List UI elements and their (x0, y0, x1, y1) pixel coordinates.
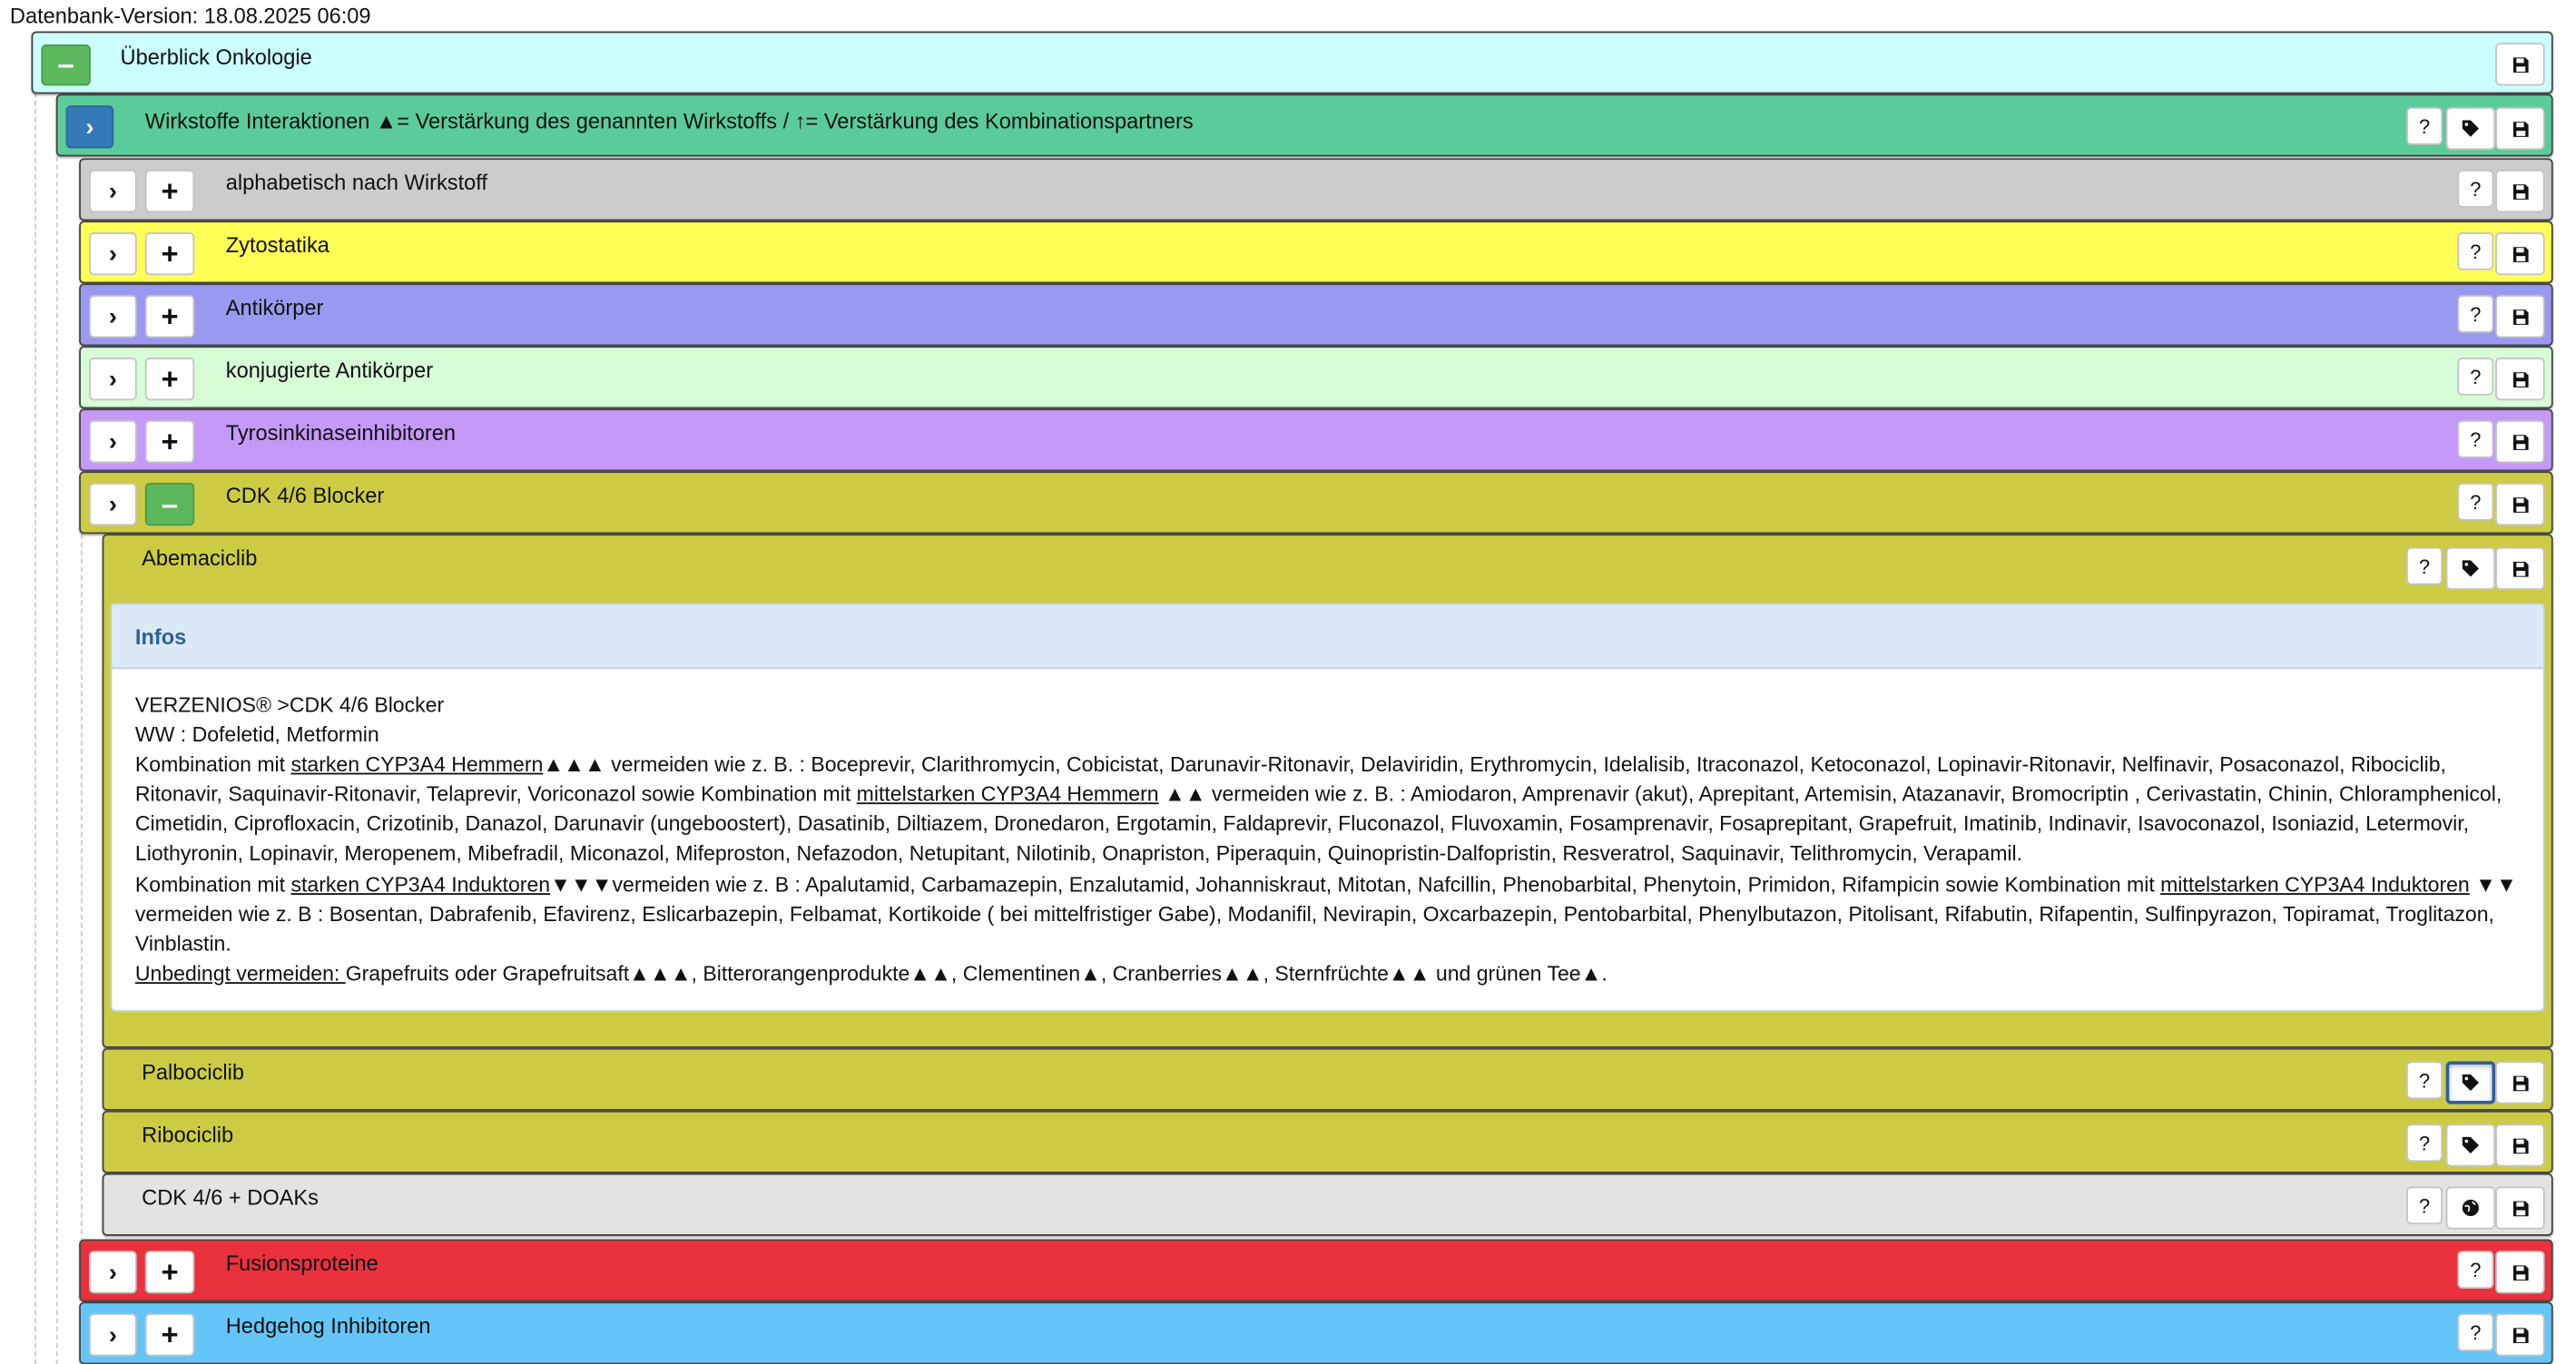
node-root (32, 32, 2553, 94)
node-interactions (56, 94, 2553, 157)
save-button[interactable] (2495, 483, 2544, 525)
floppy-disk-icon (2511, 1263, 2529, 1281)
infos-heading: Infos (134, 624, 187, 650)
floppy-disk-icon (2511, 1136, 2529, 1154)
add-button[interactable] (145, 1251, 194, 1293)
save-button[interactable] (2495, 420, 2544, 463)
expand-button[interactable] (89, 295, 137, 338)
floppy-disk-icon (2511, 1199, 2529, 1217)
infos-paragraph (135, 959, 2523, 989)
floppy-disk-icon (2511, 1326, 2529, 1344)
floppy-disk-icon (2511, 1074, 2529, 1092)
help-button[interactable] (2457, 420, 2493, 458)
text: ▲▲▲ vermeiden wie z. B. : Boceprevir, Clarithromycin, Cobicistat, Darunavir-Ritonavir, Delaviridin, Erythromycin, Idelalisib, Itraconazol, Ketoconazol, Lopinavir-Ritonavir, Nelfinavir, Posaconazol, Ribociclib, Ritonavir, Saquinavir-Ritonavir, Telaprevir, Voriconazol sowie Kombination mit (134, 753, 2446, 807)
help-icon: ? (2418, 1193, 2431, 1217)
chevron-right-icon: › (85, 113, 94, 142)
help-icon: ? (2470, 490, 2482, 514)
category-row (79, 283, 2553, 346)
globe-icon (2461, 1198, 2481, 1218)
text: ▲▲ vermeiden wie z. B. : Amiodaron, Amprenavir (akut), Aprepitant, Artemisin, Atazanavir, Bromocriptin , Cerivastatin, Chinin, Chloramphenicol, Cimetidin, Ciprofloxacin, Crizotinib, Danazol, Darunavir (ungeboostert), Dasatinib, Diltiazem, Dronedaron, Ergotamin, Faldaprevir, Fluconazol, Fluvoxamin, Fosamprenavir, Fosaprepitant, Grapefruit, Imatinib, Indinavir, Isavoconazol, Isoniazid, Letermovir, Liothyronin, Lopinavir, Meropenem, Mibefradil, Miconazol, Mifeproston, Nefazodon, Netupitant, Nilotinib, Onapriston, Piperaquin, Quinopristin-Dalfopristin, Resveratrol, Saquinavir, Telithromycin, Verapamil. (134, 783, 2502, 867)
help-button[interactable] (2406, 107, 2443, 145)
infos-body (135, 691, 2523, 989)
category-row (79, 346, 2553, 408)
help-icon: ? (2418, 1131, 2431, 1154)
help-icon: ? (2470, 302, 2482, 326)
plus-icon: + (161, 1318, 179, 1351)
category-label: Antikörper (225, 295, 324, 320)
tree-guide-line (34, 93, 36, 1364)
expand-button[interactable] (89, 232, 137, 275)
category-label: Fusionsproteine (225, 1251, 379, 1276)
help-icon: ? (2470, 365, 2482, 388)
expand-button[interactable] (66, 105, 114, 148)
substance-row (103, 1048, 2553, 1111)
save-button[interactable] (2495, 1251, 2544, 1293)
floppy-disk-icon (2511, 559, 2529, 577)
help-button[interactable] (2457, 1313, 2493, 1351)
expand-button[interactable] (89, 358, 137, 400)
category-label: alphabetisch nach Wirkstoff (225, 170, 487, 195)
tag-button[interactable] (2446, 107, 2495, 150)
tag-icon (2461, 119, 2481, 139)
tag-button[interactable] (2446, 1124, 2495, 1166)
floppy-disk-icon (2511, 55, 2529, 74)
plus-icon: + (161, 362, 179, 396)
plus-icon: + (161, 425, 179, 458)
floppy-disk-icon (2511, 370, 2529, 388)
help-button[interactable] (2457, 170, 2493, 208)
expand-button[interactable] (89, 1251, 137, 1293)
help-icon: ? (2418, 114, 2431, 138)
tag-button[interactable] (2446, 547, 2495, 590)
category-label: Tyrosinkinaseinhibitoren (225, 420, 457, 446)
plus-icon: + (161, 1255, 179, 1289)
chevron-right-icon: › (108, 365, 117, 394)
node-title: Wirkstoffe Interaktionen ▲= Verstärkung des genannten Wirkstoffs / ↑= Verstärkung des Kombinationspartners (144, 108, 1194, 134)
help-button[interactable] (2457, 232, 2493, 270)
minus-icon: – (161, 486, 179, 520)
category-row (79, 1239, 2553, 1301)
tag-icon (2461, 1135, 2481, 1155)
category-row (79, 1301, 2553, 1364)
infos-line: WW : Dofeletid, Metformin (134, 723, 379, 747)
floppy-disk-icon (2511, 245, 2529, 263)
plus-icon: + (161, 299, 179, 333)
add-button[interactable] (145, 1313, 194, 1356)
chevron-right-icon: › (108, 240, 117, 269)
save-button[interactable] (2495, 170, 2544, 212)
substance-label: CDK 4/6 + DOAKs (142, 1184, 319, 1210)
infos-paragraph (135, 869, 2523, 959)
help-icon: ? (2470, 177, 2482, 201)
add-button[interactable] (145, 358, 194, 400)
tag-icon (2461, 559, 2481, 579)
help-icon: ? (2470, 427, 2482, 451)
infos-paragraph (135, 751, 2523, 869)
chevron-right-icon: › (108, 490, 117, 519)
db-version: Datenbank-Version: 18.08.2025 06:09 (9, 3, 371, 28)
help-icon: ? (2418, 554, 2431, 578)
help-icon: ? (2470, 1258, 2482, 1281)
infos-panel (111, 603, 2545, 1012)
substance-label: Abemaciclib (142, 545, 258, 571)
category-label: konjugierte Antikörper (225, 358, 434, 383)
text: Grapefruits oder Grapefruitsaft▲▲▲, Bitterorangenprodukte▲▲, Clementinen▲, Cranberries▲▲, Sternfrüchte▲▲ und grünen Tee▲. (345, 962, 1608, 986)
tree-guide-line (81, 534, 83, 1242)
avoid-label: Unbedingt vermeiden: (134, 962, 346, 986)
chevron-right-icon: › (108, 1320, 117, 1349)
infos-header (112, 604, 2542, 669)
help-icon: ? (2470, 1320, 2482, 1344)
help-button[interactable] (2406, 547, 2443, 585)
floppy-disk-icon (2511, 182, 2529, 201)
chevron-right-icon: › (108, 177, 117, 206)
chevron-right-icon: › (108, 1258, 117, 1287)
inducer-link[interactable]: starken CYP3A4 Induktoren (290, 872, 551, 897)
floppy-disk-icon (2511, 308, 2529, 326)
save-button[interactable] (2495, 1313, 2544, 1356)
help-button[interactable] (2406, 1061, 2443, 1099)
inhibitor-link[interactable]: mittelstarken CYP3A4 Hemmern (856, 783, 1159, 807)
infos-line: VERZENIOS® >CDK 4/6 Blocker (134, 693, 445, 717)
save-button[interactable] (2495, 358, 2544, 400)
text: Kombination mit (134, 872, 291, 897)
floppy-disk-icon (2511, 120, 2529, 138)
save-button[interactable] (2495, 43, 2544, 85)
plus-icon: + (161, 237, 179, 270)
inhibitor-link[interactable]: starken CYP3A4 Hemmern (290, 753, 544, 777)
text: ▼▼▼vermeiden wie z. B : Apalutamid, Carbamazepin, Enzalutamid, Johanniskraut, Mitotan, Nafcillin, Phenobarbital, Phenytoin, Primidon, Rifampicin sowie Kombination mit (550, 872, 2161, 897)
text: ▼▼ vermeiden wie z. B : Bosentan, Dabrafenib, Efavirenz, Eslicarbazepin, Felbamat, Kortikoide ( bei mittelfristiger Gabe), Modanifil, Nevirapin, Oxcarbazepin, Pentobarbital, Phenylbutazon, Pitolisant, Rifabutin, Rifapentin, Sulfinpyrazon, Topiramat, Troglitazon, Vinblastin. (134, 872, 2517, 956)
tag-icon (2461, 1073, 2481, 1093)
plus-icon: + (161, 174, 179, 208)
help-button[interactable] (2406, 1124, 2443, 1162)
category-row (79, 471, 2553, 534)
help-button[interactable] (2457, 295, 2493, 333)
save-button[interactable] (2495, 295, 2544, 338)
tag-button[interactable] (2446, 1061, 2495, 1104)
tree-guide-line (56, 157, 58, 1364)
expand-button[interactable] (89, 1313, 137, 1356)
substance-label: Palbociclib (142, 1059, 245, 1084)
help-button[interactable] (2457, 483, 2493, 521)
help-icon: ? (2418, 1068, 2431, 1092)
category-row (79, 408, 2553, 471)
category-label: Hedgehog Inhibitoren (225, 1313, 431, 1339)
save-button[interactable] (2495, 547, 2544, 590)
save-button[interactable] (2495, 1124, 2544, 1166)
category-row (79, 221, 2553, 283)
save-button[interactable] (2495, 232, 2544, 275)
floppy-disk-icon (2511, 433, 2529, 451)
substance-label: Ribociclib (142, 1122, 234, 1147)
save-button[interactable] (2495, 1186, 2544, 1229)
add-button[interactable] (145, 170, 194, 212)
substance-row (103, 1111, 2553, 1173)
help-button[interactable] (2457, 1251, 2493, 1289)
expand-button[interactable] (89, 170, 137, 212)
save-button[interactable] (2495, 1061, 2544, 1104)
expand-button[interactable] (89, 483, 137, 525)
category-label: CDK 4/6 Blocker (225, 483, 385, 508)
floppy-disk-icon (2511, 496, 2529, 514)
category-row (79, 158, 2553, 221)
save-button[interactable] (2495, 107, 2544, 150)
category-label: Zytostatika (225, 232, 329, 258)
add-button[interactable] (145, 295, 194, 338)
help-button[interactable] (2457, 358, 2493, 396)
node-title: Überblick Onkologie (120, 44, 312, 70)
chevron-right-icon: › (108, 302, 117, 331)
collapse-button[interactable] (41, 44, 90, 85)
help-button[interactable] (2406, 1186, 2443, 1224)
add-button[interactable] (145, 420, 194, 463)
minus-icon: – (57, 47, 74, 81)
inducer-link[interactable]: mittelstarken CYP3A4 Induktoren (2160, 872, 2470, 897)
text: Kombination mit (134, 753, 291, 777)
globe-button[interactable] (2446, 1186, 2495, 1229)
substance-row (103, 1173, 2553, 1236)
help-icon: ? (2470, 240, 2482, 263)
chevron-right-icon: › (108, 427, 117, 456)
expand-button[interactable] (89, 420, 137, 463)
add-button[interactable] (145, 232, 194, 275)
collapse-button[interactable] (145, 483, 194, 525)
